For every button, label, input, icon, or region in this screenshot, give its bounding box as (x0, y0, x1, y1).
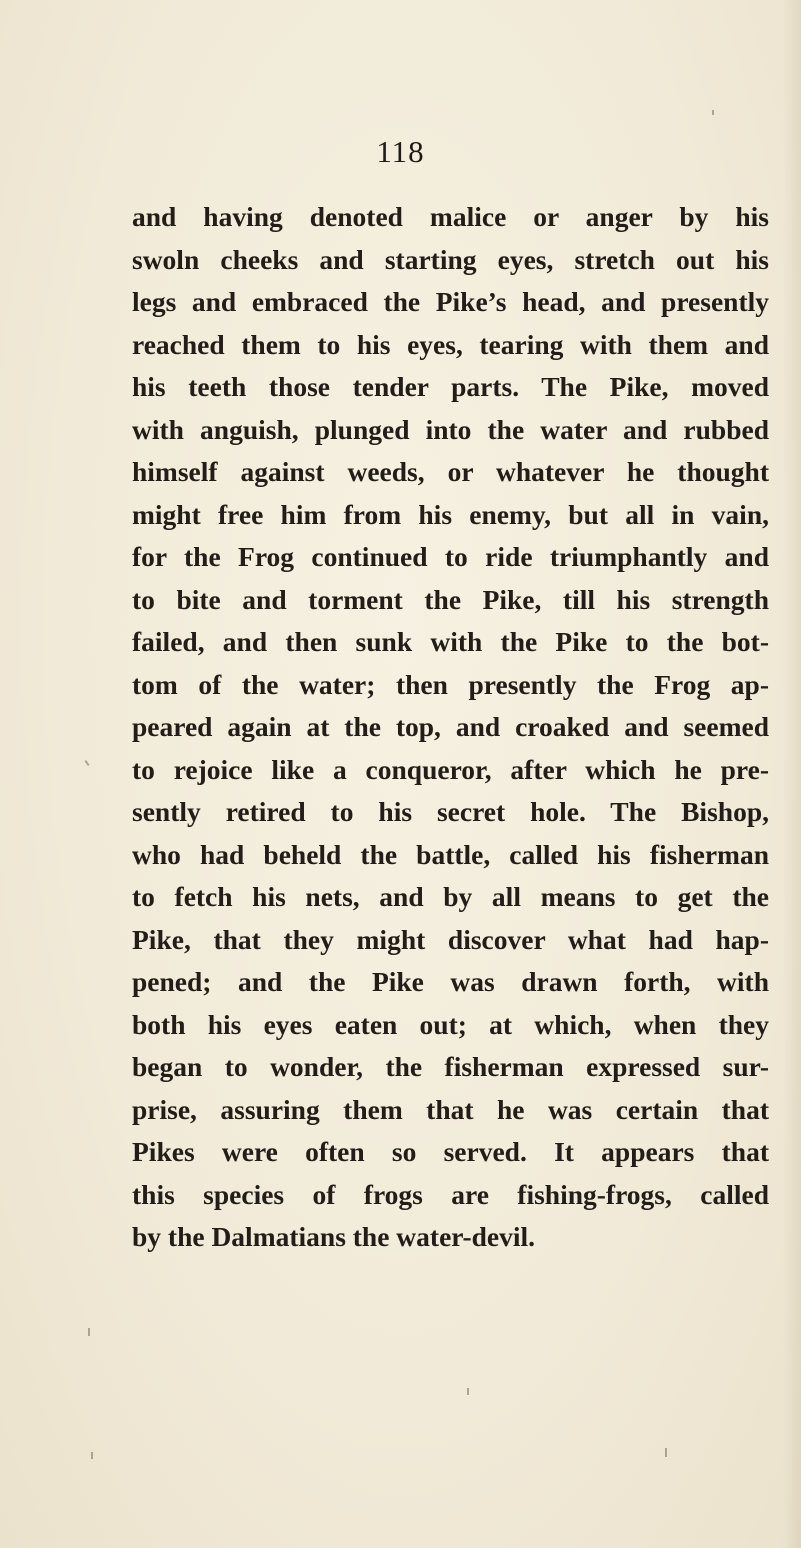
text-line: and having denoted malice or anger by his (132, 201, 769, 232)
text-line: might free him from his enemy, but all in vain, (132, 498, 769, 530)
text-line: pened; and the Pike was drawn forth, with (132, 966, 769, 997)
text-line: began to wonder, the fisherman expressed sur- (132, 1051, 769, 1082)
text-line: by the Dalmatians the water-devil. (132, 1221, 536, 1252)
text-line: both his eyes eaten out; at which, when they (132, 1008, 769, 1040)
text-line: Pike, that they might discover what had hap- (132, 923, 769, 955)
text-line: to fetch his nets, and by all means to get the (132, 881, 769, 912)
text-line: this species of frogs are fishing-frogs, called (132, 1178, 769, 1210)
paper-speck (712, 110, 714, 115)
text-line: tom of the water; then presently the Frog ap- (132, 668, 769, 700)
text-line: reached them to his eyes, tearing with them and (132, 328, 769, 360)
paper-speck (84, 760, 89, 766)
text-line: prise, assuring them that he was certain that (132, 1093, 769, 1125)
text-line: who had beheld the battle, called his fisherman (132, 838, 769, 870)
text-line: for the Frog continued to ride triumphantly and (132, 541, 769, 572)
text-line: failed, and then sunk with the Pike to the bot- (132, 626, 769, 657)
paper-speck (665, 1448, 667, 1457)
text-line: to rejoice like a conqueror, after which he pre- (132, 753, 769, 785)
text-line: sently retired to his secret hole. The Bishop, (132, 796, 769, 827)
text-line: with anguish, plunged into the water and rubbed (132, 413, 769, 445)
text-line: to bite and torment the Pike, till his strength (132, 583, 769, 615)
text-line: his teeth those tender parts. The Pike, moved (132, 371, 769, 402)
paper-speck (88, 1328, 90, 1336)
text-line: Pikes were often so served. It appears that (132, 1136, 769, 1167)
paper-speck (91, 1452, 93, 1459)
page-edge-shadow (783, 0, 801, 1548)
text-line: peared again at the top, and croaked and seemed (132, 711, 769, 742)
paper-speck (467, 1388, 469, 1395)
text-line: himself against weeds, or whatever he thought (132, 456, 769, 487)
text-line: swoln cheeks and starting eyes, stretch out his (132, 243, 769, 275)
body-text (132, 196, 769, 1259)
text-line: legs and embraced the Pike’s head, and presently (132, 286, 769, 317)
page-number: 118 (376, 134, 425, 169)
